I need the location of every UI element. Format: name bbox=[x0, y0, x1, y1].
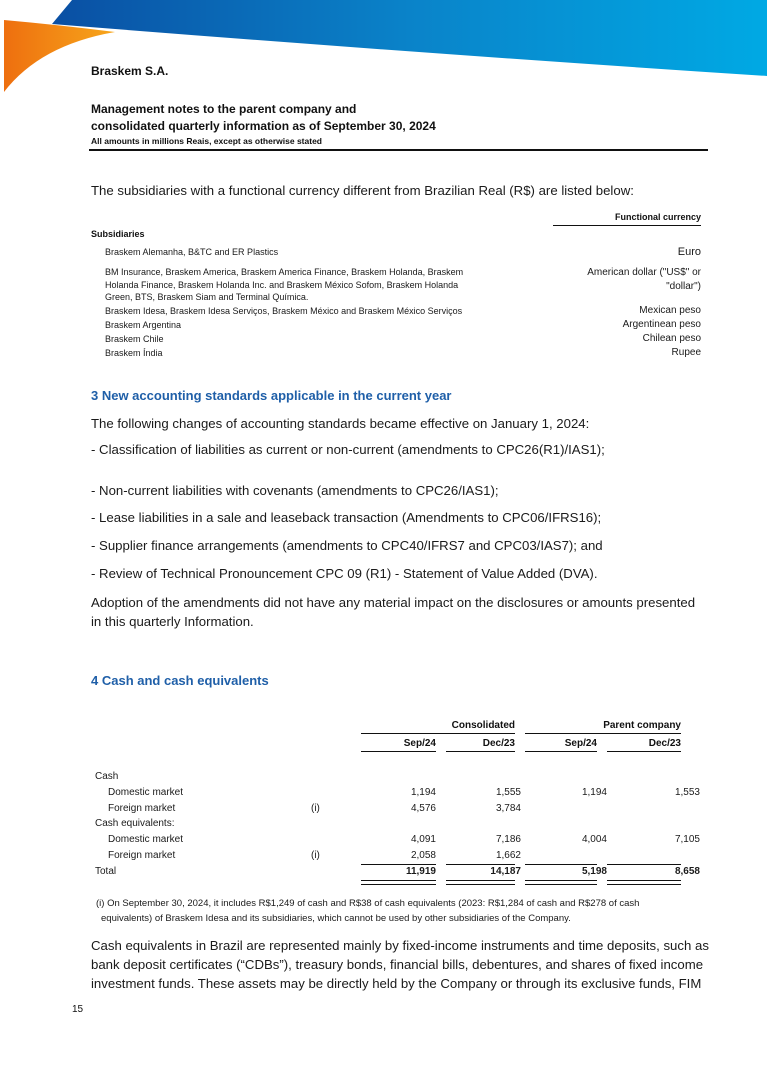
footnote-line1: (i) On September 30, 2024, it includes R$1,249 of cash and R$38 of cash equivalents (2023: R$1,284 of cash and R$278 of cash bbox=[96, 898, 640, 909]
body-text-line2: bank deposit certificates (“CDBs”), treasury bonds, financial bills, debentures, and shares of fixed income bbox=[91, 957, 704, 972]
group-header-parent-company: Parent company bbox=[525, 720, 681, 734]
subsidiary-currency: Rupee bbox=[671, 347, 701, 358]
report-subtitle: All amounts in millions Reais, except as otherwise stated bbox=[91, 136, 322, 146]
subsidiary-name: Braskem Índia bbox=[105, 348, 163, 358]
company-name: Braskem S.A. bbox=[91, 64, 169, 78]
cell-value: 8,658 bbox=[674, 866, 700, 877]
cell-value: 1,194 bbox=[410, 787, 436, 798]
cell-value: 2,058 bbox=[410, 850, 436, 861]
cell-value: 7,105 bbox=[674, 834, 700, 845]
subtotal-rule bbox=[446, 864, 515, 865]
subtotal-rule bbox=[525, 864, 597, 865]
cell-value: 1,553 bbox=[674, 787, 700, 798]
cell-value: 4,091 bbox=[410, 834, 436, 845]
row-label: Domestic market bbox=[108, 787, 184, 798]
table-footnote bbox=[96, 896, 706, 926]
standard-item: - Review of Technical Pronouncement CPC 09 (R1) - Statement of Value Added (DVA). bbox=[91, 566, 598, 581]
subsidiary-currency: Mexican peso bbox=[639, 305, 701, 316]
report-title-line2: consolidated quarterly information as of September 30, 2024 bbox=[91, 119, 436, 133]
section-4-heading: 4 Cash and cash equivalents bbox=[91, 673, 269, 688]
total-double-rule bbox=[525, 880, 597, 885]
section-3-intro: The following changes of accounting standards became effective on January 1, 2024: bbox=[91, 416, 590, 431]
row-label: Cash equivalents: bbox=[95, 818, 175, 829]
standard-item: - Lease liabilities in a sale and leaseback transaction (Amendments to CPC06/IFRS16); bbox=[91, 510, 602, 525]
table-row bbox=[91, 818, 701, 834]
table-row bbox=[91, 787, 701, 803]
section-3-heading: 3 New accounting standards applicable in the current year bbox=[91, 388, 452, 403]
cell-value: 1,662 bbox=[495, 850, 521, 861]
column-header: Sep/24 bbox=[361, 738, 436, 752]
report-title-line1: Management notes to the parent company and bbox=[91, 102, 357, 116]
page-number: 15 bbox=[72, 1004, 84, 1015]
group-header-consolidated: Consolidated bbox=[361, 720, 515, 734]
footnote-line2: equivalents) of Braskem Idesa and its subsidiaries, which cannot be used by other subsidiaries of the Company. bbox=[101, 913, 571, 924]
note-ref: (i) bbox=[311, 850, 320, 861]
subsidiary-name: Braskem Idesa, Braskem Idesa Serviços, Braskem México and Braskem México Serviços bbox=[105, 306, 463, 316]
row-label: Cash bbox=[95, 771, 119, 782]
subsidiary-name: Braskem Argentina bbox=[105, 320, 182, 330]
note-ref: (i) bbox=[311, 803, 320, 814]
cell-value: 7,186 bbox=[495, 834, 521, 845]
standard-item: - Classification of liabilities as current or non-current (amendments to CPC26(R1)/IAS1); bbox=[91, 442, 605, 457]
body-text-line3: investment funds. These assets may be directly held by the Company or through its exclusive funds, FIM bbox=[91, 976, 702, 991]
standard-item: - Supplier finance arrangements (amendments to CPC40/IFRS7 and CPC03/IAS7); and bbox=[91, 538, 603, 553]
cell-value: 1,555 bbox=[495, 787, 521, 798]
row-label: Domestic market bbox=[108, 834, 184, 845]
subsidiary-currency: Euro bbox=[677, 246, 701, 258]
subsidiary-name: Braskem Alemanha, B&TC and ER Plastics bbox=[105, 247, 279, 257]
subsidiary-currency: Chilean peso bbox=[642, 333, 701, 344]
row-label: Foreign market bbox=[108, 850, 176, 861]
subsidiaries-header: Subsidiaries bbox=[91, 229, 145, 239]
row-label: Foreign market bbox=[108, 803, 176, 814]
cell-value: 5,198 bbox=[581, 866, 607, 877]
subsidiary-currency: Argentinean peso bbox=[622, 319, 701, 330]
section-3-conclusion-line1: Adoption of the amendments did not have any material impact on the disclosures or amounts presented bbox=[91, 595, 696, 610]
subsidiary-name: Braskem Chile bbox=[105, 334, 164, 344]
total-double-rule bbox=[607, 880, 681, 885]
section-3-conclusion-line2: in this quarterly Information. bbox=[91, 614, 254, 629]
cell-value: 3,784 bbox=[495, 803, 521, 814]
subsidiary-currency: American dollar ("US$" or "dollar") bbox=[587, 267, 701, 292]
cell-value: 4,576 bbox=[410, 803, 436, 814]
cell-value: 14,187 bbox=[490, 866, 521, 877]
standard-item: - Non-current liabilities with covenants (amendments to CPC26/IAS1); bbox=[91, 483, 499, 498]
body-text-line1: Cash equivalents in Brazil are represented mainly by fixed-income instruments and time deposits, such as bbox=[91, 938, 709, 953]
subsidiary-name: BM Insurance, Braskem America, Braskem America Finance, Braskem Holanda, Braskem Holanda Finance, Braskem Holanda Inc. and Braskem México Sofom, Braskem Holanda Green, BTS, Braskem Siam and Terminal Química. bbox=[105, 267, 464, 302]
subtotal-rule bbox=[361, 864, 436, 865]
total-double-rule bbox=[446, 880, 515, 885]
table-row bbox=[91, 834, 701, 850]
total-double-rule bbox=[361, 880, 436, 885]
orange-swoosh bbox=[4, 20, 115, 92]
header-divider bbox=[89, 149, 708, 151]
table-row bbox=[91, 803, 701, 819]
subtotal-rule bbox=[607, 864, 681, 865]
cell-value: 11,919 bbox=[405, 866, 436, 877]
cell-value: 4,004 bbox=[581, 834, 607, 845]
cell-value: 1,194 bbox=[581, 787, 607, 798]
subsidiaries-intro: The subsidiaries with a functional currency different from Brazilian Real (R$) are listed below: bbox=[91, 183, 634, 198]
row-label: Total bbox=[95, 866, 117, 877]
header-banner bbox=[0, 0, 767, 100]
column-header: Dec/23 bbox=[446, 738, 515, 752]
table-row bbox=[91, 771, 701, 787]
functional-currency-header: Functional currency bbox=[553, 212, 701, 226]
column-header: Sep/24 bbox=[525, 738, 597, 752]
column-header: Dec/23 bbox=[607, 738, 681, 752]
